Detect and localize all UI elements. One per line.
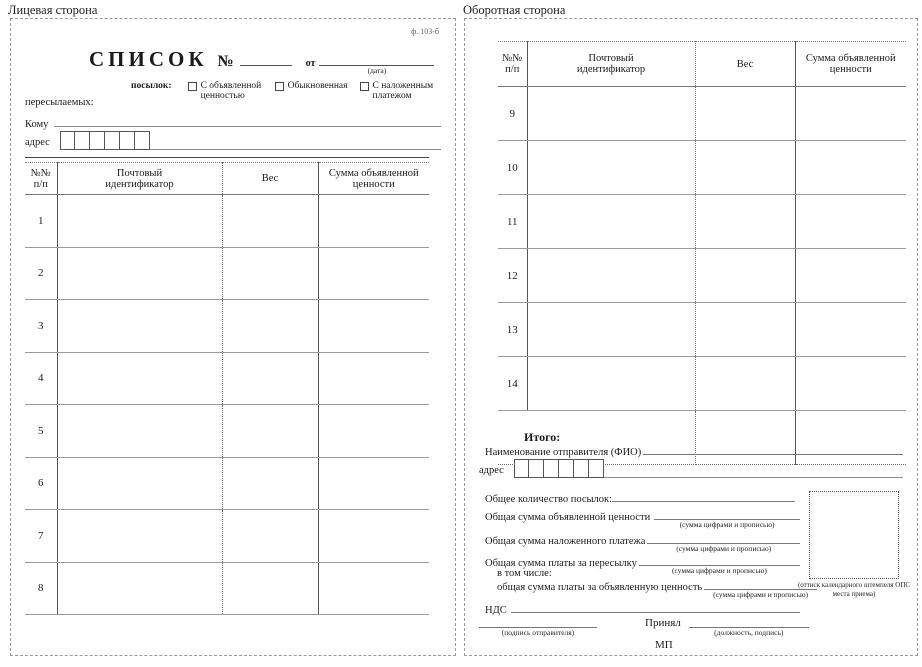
header-declared-value: Сумма объявленной ценности bbox=[795, 42, 906, 87]
number-sign: № bbox=[217, 53, 234, 70]
cell-declared-value[interactable] bbox=[795, 249, 906, 303]
cell-postal-id[interactable] bbox=[57, 247, 222, 300]
to-whom-line[interactable] bbox=[54, 115, 441, 127]
sender-row bbox=[485, 444, 903, 458]
header-postal-id: Почтовый идентификатор bbox=[527, 42, 695, 87]
cell-weight[interactable] bbox=[695, 195, 795, 249]
total-declared-line[interactable] bbox=[654, 509, 800, 520]
total-count-label: Общее количество посылок: bbox=[485, 494, 613, 505]
row-number: 7 bbox=[25, 510, 57, 563]
cell-weight[interactable] bbox=[695, 357, 795, 411]
header-declared-value: Сумма объявленной ценности bbox=[318, 163, 429, 195]
table-row bbox=[25, 405, 429, 458]
sender-label: Наименование отправителя (ФИО) bbox=[485, 447, 642, 458]
checkbox-label-ordinary: Обыкновенная bbox=[287, 81, 348, 91]
vat-label: НДС bbox=[485, 605, 507, 616]
cell-declared-value[interactable] bbox=[318, 247, 429, 300]
row-number: 5 bbox=[25, 405, 57, 458]
index-box-cell[interactable] bbox=[75, 131, 90, 150]
cell-postal-id[interactable] bbox=[527, 249, 695, 303]
cell-postal-id[interactable] bbox=[57, 300, 222, 353]
front-address-label: адрес bbox=[25, 137, 50, 148]
sum-caption: (сумма цифрами и прописью) bbox=[713, 590, 809, 599]
date-caption: (дата) bbox=[367, 66, 387, 75]
table-row bbox=[498, 249, 906, 303]
total-count-line[interactable] bbox=[612, 491, 795, 502]
back-page bbox=[464, 18, 918, 656]
checkbox-declared-value[interactable] bbox=[188, 82, 197, 91]
cell-postal-id[interactable] bbox=[57, 405, 222, 458]
index-box-cell[interactable] bbox=[559, 459, 574, 478]
cell-postal-id[interactable] bbox=[527, 141, 695, 195]
row-number: 6 bbox=[25, 457, 57, 510]
total-postage-line[interactable] bbox=[639, 555, 800, 566]
sender-signature-line[interactable] bbox=[479, 617, 597, 628]
table-row bbox=[25, 562, 429, 615]
sum-caption: (сумма цифрами и прописью) bbox=[679, 520, 775, 529]
table-row bbox=[25, 195, 429, 248]
cell-weight[interactable] bbox=[222, 352, 318, 405]
cell-postal-id[interactable] bbox=[57, 195, 222, 248]
table-top-rule bbox=[25, 157, 429, 158]
total-cod-row bbox=[485, 533, 800, 553]
index-box-cell[interactable] bbox=[514, 459, 529, 478]
accepted-label: Принял bbox=[645, 617, 681, 629]
cell-declared-value[interactable] bbox=[795, 141, 906, 195]
row-number: 4 bbox=[25, 352, 57, 405]
index-box-cell[interactable] bbox=[589, 459, 604, 478]
header-postal-id: Почтовый идентификатор bbox=[57, 163, 222, 195]
total-label: Итого: bbox=[498, 411, 695, 465]
checkbox-item-cod bbox=[360, 81, 439, 101]
table-row bbox=[498, 195, 906, 249]
header-num: №№ п/п bbox=[498, 42, 527, 87]
table-row bbox=[25, 457, 429, 510]
row-number: 2 bbox=[25, 247, 57, 300]
table-row bbox=[498, 303, 906, 357]
cell-postal-id[interactable] bbox=[57, 352, 222, 405]
cell-postal-id[interactable] bbox=[57, 562, 222, 615]
cell-weight[interactable] bbox=[222, 300, 318, 353]
index-box-cell[interactable] bbox=[120, 131, 135, 150]
cell-declared-value[interactable] bbox=[795, 357, 906, 411]
checkbox-ordinary[interactable] bbox=[275, 82, 284, 91]
front-table-header-row bbox=[25, 163, 429, 195]
sender-signature-caption: (подпись отправителя) bbox=[501, 628, 575, 637]
back-address-line[interactable] bbox=[604, 466, 903, 478]
row-number: 13 bbox=[498, 303, 527, 357]
cell-declared-value[interactable] bbox=[795, 195, 906, 249]
back-parcel-table bbox=[498, 41, 906, 465]
cell-weight[interactable] bbox=[222, 195, 318, 248]
cell-declared-value[interactable] bbox=[318, 195, 429, 248]
total-cod-label: Общая сумма наложенного платежа bbox=[485, 536, 646, 547]
header-weight: Вес bbox=[695, 42, 795, 87]
total-declared-row bbox=[485, 509, 800, 529]
back-postal-index-boxes[interactable] bbox=[514, 459, 604, 478]
cell-weight[interactable] bbox=[222, 405, 318, 458]
stamp-mark-label: МП bbox=[655, 639, 673, 651]
checkbox-item-declared-value bbox=[188, 81, 263, 101]
to-whom-label: Кому bbox=[25, 119, 49, 130]
cell-weight[interactable] bbox=[222, 457, 318, 510]
checkbox-item-ordinary bbox=[275, 81, 348, 91]
table-row bbox=[498, 87, 906, 141]
row-number: 3 bbox=[25, 300, 57, 353]
declared-fee-label: общая сумма платы за объявленную ценность bbox=[497, 582, 703, 593]
row-number: 11 bbox=[498, 195, 527, 249]
cell-declared-value[interactable] bbox=[795, 87, 906, 141]
index-box-cell[interactable] bbox=[90, 131, 105, 150]
title-row bbox=[89, 47, 434, 75]
cell-postal-id[interactable] bbox=[57, 457, 222, 510]
form-title: СПИСОК bbox=[89, 47, 208, 71]
index-box-cell[interactable] bbox=[135, 131, 150, 150]
total-postage-label: Общая сумма платы за пересылку bbox=[485, 558, 637, 569]
cell-weight[interactable] bbox=[222, 247, 318, 300]
index-box-cell[interactable] bbox=[574, 459, 589, 478]
total-count-row bbox=[485, 491, 795, 505]
accepted-signature-caption: (должность, подпись) bbox=[714, 628, 784, 637]
row-number: 1 bbox=[25, 195, 57, 248]
table-row bbox=[25, 352, 429, 405]
forwarded-label: пересылаемых: bbox=[25, 97, 94, 108]
front-page bbox=[10, 18, 456, 656]
parcels-label: посылок: bbox=[131, 81, 172, 91]
cell-weight[interactable] bbox=[695, 87, 795, 141]
table-row bbox=[498, 141, 906, 195]
cell-postal-id[interactable] bbox=[527, 87, 695, 141]
parcel-type-row bbox=[131, 81, 451, 101]
front-parcel-table bbox=[25, 162, 429, 615]
signature-row bbox=[479, 617, 903, 637]
index-box-cell[interactable] bbox=[529, 459, 544, 478]
sum-caption: (сумма цифрами и прописью) bbox=[671, 566, 767, 575]
cell-weight[interactable] bbox=[222, 562, 318, 615]
cell-postal-id[interactable] bbox=[527, 303, 695, 357]
front-address-row bbox=[25, 131, 441, 150]
back-table-header-row bbox=[498, 42, 906, 87]
declared-fee-row bbox=[497, 579, 817, 599]
checkbox-label-cod: С наложенным платежом bbox=[372, 81, 434, 101]
including-label: в том числе: bbox=[497, 568, 552, 579]
form-code: ф. 103-б bbox=[411, 27, 439, 36]
cell-declared-value[interactable] bbox=[318, 300, 429, 353]
list-number-line[interactable] bbox=[240, 54, 292, 66]
accepted-signature-line[interactable] bbox=[689, 617, 809, 628]
to-whom-row bbox=[25, 115, 441, 130]
cell-declared-value[interactable] bbox=[318, 405, 429, 458]
checkbox-cod[interactable] bbox=[360, 82, 369, 91]
vat-line[interactable] bbox=[511, 602, 800, 613]
cell-declared-value[interactable] bbox=[318, 457, 429, 510]
cell-weight[interactable] bbox=[222, 510, 318, 563]
row-number: 10 bbox=[498, 141, 527, 195]
sum-caption: (сумма цифрами и прописью) bbox=[676, 544, 772, 553]
cell-weight[interactable] bbox=[695, 141, 795, 195]
cell-postal-id[interactable] bbox=[57, 510, 222, 563]
cell-postal-id[interactable] bbox=[527, 195, 695, 249]
header-weight: Вес bbox=[222, 163, 318, 195]
checkbox-label-declared-value: С объявленной ценностью bbox=[200, 81, 262, 101]
sender-line[interactable] bbox=[643, 444, 903, 455]
back-side-label: Оборотная сторона bbox=[463, 3, 566, 17]
front-address-line[interactable] bbox=[150, 138, 441, 150]
index-box-cell[interactable] bbox=[60, 131, 75, 150]
from-label: от bbox=[305, 58, 316, 69]
total-cod-line[interactable] bbox=[647, 533, 800, 544]
cell-declared-value[interactable] bbox=[795, 303, 906, 357]
date-line[interactable] bbox=[319, 54, 434, 66]
stamp-box-caption: (оттиск календарного штемпеля ОПС места приема) bbox=[797, 581, 911, 598]
row-number: 8 bbox=[25, 562, 57, 615]
cell-declared-value[interactable] bbox=[318, 352, 429, 405]
back-address-row bbox=[479, 459, 903, 478]
table-row bbox=[25, 247, 429, 300]
table-row bbox=[25, 300, 429, 353]
cell-declared-value[interactable] bbox=[318, 510, 429, 563]
table-row bbox=[25, 510, 429, 563]
front-side-label: Лицевая сторона bbox=[8, 3, 98, 17]
index-box-cell[interactable] bbox=[544, 459, 559, 478]
row-number: 9 bbox=[498, 87, 527, 141]
stamp-box bbox=[809, 491, 899, 579]
row-number: 12 bbox=[498, 249, 527, 303]
vat-row bbox=[485, 602, 800, 616]
cell-weight[interactable] bbox=[695, 303, 795, 357]
cell-weight[interactable] bbox=[695, 249, 795, 303]
row-number: 14 bbox=[498, 357, 527, 411]
total-declared-label: Общая сумма объявленной ценности bbox=[485, 512, 651, 523]
header-num: №№ п/п bbox=[25, 163, 57, 195]
back-address-label: адрес bbox=[479, 465, 504, 476]
table-row bbox=[498, 357, 906, 411]
cell-postal-id[interactable] bbox=[527, 357, 695, 411]
index-box-cell[interactable] bbox=[105, 131, 120, 150]
front-postal-index-boxes[interactable] bbox=[60, 131, 150, 150]
cell-declared-value[interactable] bbox=[318, 562, 429, 615]
